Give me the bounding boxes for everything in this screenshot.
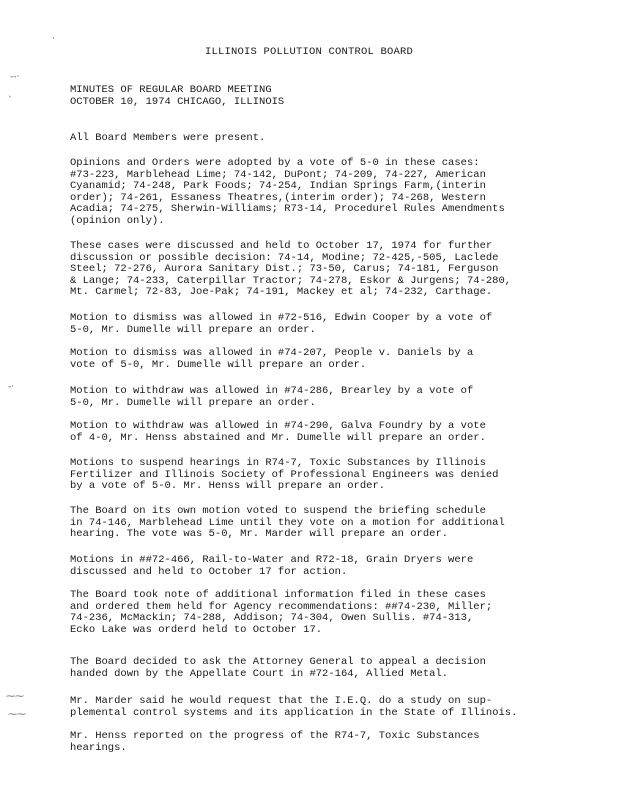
meeting-header (70, 84, 284, 108)
paragraph-line: Ecko Lake was orderd held to October 17. (70, 623, 323, 636)
paragraph-line: & Lange; 74-233, Caterpillar Tractor; 74-278, Eskor & Jurgens; 74-280, (70, 274, 512, 287)
paragraph-line: Steel; 72-276, Aurora Sanitary Dist.; 73-50, Carus; 74-181, Ferguson (70, 263, 499, 276)
paragraph-line: discussion or possible decision: 74-14, Modine; 72-425,-505, Laclede (70, 251, 499, 264)
paragraph-line: Motion to dismiss was allowed in #74-207, People v. Daniels by a (70, 347, 474, 359)
margin-mark: ⁓⁓ (6, 692, 24, 702)
paragraph-line: discussed and held to October 17 for action. (70, 565, 348, 578)
paragraph-line: Mt. Carmel; 72-83, Joe-Pak; 74-191, Mackey et al; 74-232, Carthage. (70, 286, 493, 299)
paragraph (70, 458, 570, 493)
paragraph-line: The Board decided to ask the Attorney General to appeal a decision (70, 656, 486, 668)
paragraph-line: Opinions and Orders were adopted by a vote of 5-0 in these cases: (70, 157, 480, 169)
paragraph-line: vote of 5-0, Mr. Dumelle will prepare an order. (70, 358, 367, 371)
margin-mark: ⁓⁓ (8, 710, 26, 720)
paragraph-line: Cyanamid; 74-248, Park Foods; 74-254, Indian Springs Farm,(interin (70, 180, 486, 193)
paragraph (70, 348, 570, 371)
paragraph (70, 386, 570, 409)
paragraph-line: Mr. Henss reported on the progress of the R74-7, Toxic Substances (70, 730, 480, 742)
meeting-date-location: OCTOBER 10, 1974 CHICAGO, ILLINOIS (70, 96, 285, 108)
paragraph-line: Motions to suspend hearings in R74-7, Toxic Substances by Illinois (70, 457, 486, 469)
paragraph (70, 158, 570, 228)
paragraph-line: order); 74-261, Essaness Theatres,(interim order); 74-268, Western (70, 191, 486, 204)
paragraph-line: 74-236, McMackin; 74-288, Addison; 74-304, Owen Sullis. #74-313, (70, 612, 474, 625)
paragraph-line: Motion to withdraw was allowed in #74-286, Brearley by a vote of (70, 385, 474, 397)
margin-mark: ‑‑· (10, 72, 20, 82)
paragraph-line: plemental control systems and its application in the State of Illinois. (70, 706, 518, 719)
margin-mark: ‑· (8, 382, 15, 392)
margin-mark: · (52, 34, 55, 44)
paragraph-line: The Board took note of additional information filed in these cases (70, 589, 486, 601)
paragraph (70, 313, 570, 336)
meeting-title: MINUTES OF REGULAR BOARD MEETING (70, 84, 272, 96)
paragraph (70, 133, 570, 145)
paragraph-line: 5-0, Mr. Dumelle will prepare an order. (70, 396, 316, 409)
paragraph (70, 696, 570, 719)
paragraph-line: Mr. Marder said he would request that the I.E.Q. do a study on sup- (70, 695, 493, 707)
paragraph-line: and ordered them held for Agency recommendations: ##74-230, Miller; (70, 600, 493, 613)
paragraph-line: (opinion only). (70, 214, 165, 227)
paragraph (70, 506, 570, 541)
paragraph (70, 421, 570, 444)
paragraph-line: hearing. The vote was 5-0, Mr. Marder will prepare an order. (70, 528, 449, 541)
paragraph-line: Fertilizer and Illinois Society of Professional Engineers was denied (70, 468, 499, 481)
paragraph-line: All Board Members were present. (70, 132, 266, 144)
paragraph-line: Motions in ##72-466, Rail-to-Water and R72-18, Grain Dryers were (70, 554, 474, 566)
paragraph-line: 5-0, Mr. Dumelle will prepare an order. (70, 323, 316, 336)
paragraph-line: in 74-146, Marblehead Lime until they vote on a motion for additional (70, 516, 505, 529)
paragraph-line: Motion to withdraw was allowed in #74-290, Galva Foundry by a vote (70, 420, 486, 432)
paragraph (70, 241, 570, 299)
paragraph (70, 731, 570, 754)
paragraph-line: handed down by the Appellate Court in #72-164, Allied Metal. (70, 667, 449, 680)
paragraph-line: by a vote of 5-0. Mr. Henss will prepare an order. (70, 480, 386, 493)
paragraph (70, 555, 570, 578)
paragraph (70, 657, 570, 680)
paragraph-line: hearings. (70, 741, 127, 754)
paragraph (70, 590, 570, 636)
margin-mark: ` (8, 96, 13, 106)
paragraph-line: #73-223, Marblehead Lime; 74-142, DuPont; 74-209, 74-227, American (70, 168, 486, 181)
paragraph-line: Acadia; 74-275, Sherwin-Williams; R73-14, Procedurel Rules Amendments (70, 203, 505, 216)
paragraph-line: of 4-0, Mr. Henss abstained and Mr. Dumelle will prepare an order. (70, 431, 486, 444)
paragraph-line: Motion to dismiss was allowed in #72-516, Edwin Cooper by a vote of (70, 312, 493, 324)
paragraph-line: The Board on its own motion voted to suspend the briefing schedule (70, 505, 486, 517)
document-title: ILLINOIS POLLUTION CONTROL BOARD (204, 46, 414, 58)
paragraph-line: These cases were discussed and held to October 17, 1974 for further (70, 240, 493, 252)
